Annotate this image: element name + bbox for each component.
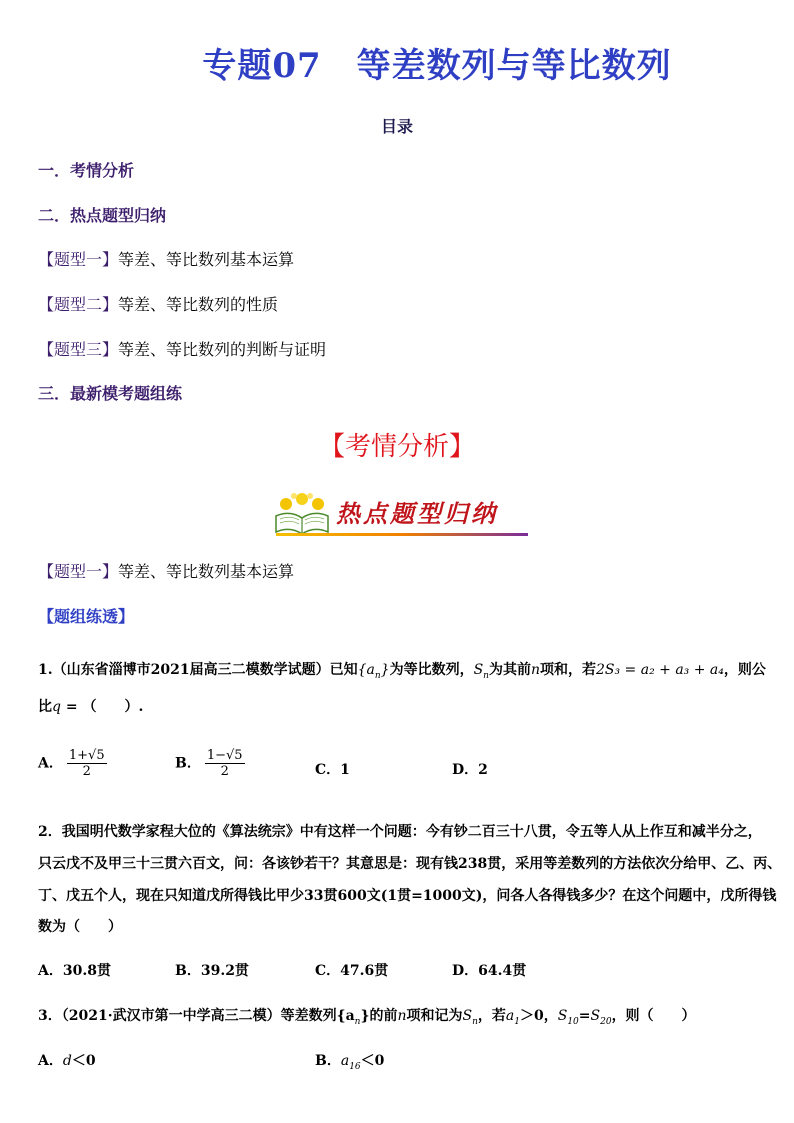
q3-a1: $a_1$	[505, 1008, 520, 1027]
bracket-open: 【	[38, 250, 55, 269]
toc-item-text: 等差、等比数列的判断与证明	[118, 340, 327, 359]
toc-item-label: 题型一	[54, 250, 103, 269]
q3-text-a: 3．（2021·武汉市第一中学高三二模）等差数列{a	[38, 1008, 355, 1024]
type-text: 等差、等比数列基本运算	[118, 562, 295, 581]
q3-text-c: 项和记为	[406, 1008, 463, 1024]
q1-q: q	[52, 699, 61, 715]
option-label: B．	[315, 1053, 341, 1069]
q3-text-g: ，则（ ）	[611, 1008, 696, 1024]
bracket-close: 】	[102, 295, 119, 314]
q3-n: n	[397, 1008, 407, 1024]
q1-text-e: ，则公	[723, 662, 766, 678]
q3-s10: $S_{10}$	[557, 1008, 579, 1027]
question-1-line-2	[38, 696, 143, 716]
fraction	[67, 748, 107, 779]
question-2-line-3: 丁、戊五个人，现在只知道戊所得钱比甲少33贯600文(1贯=1000文)，问各人各得钱多少？在这个问题中，戊所得钱	[38, 888, 777, 904]
fraction-denominator: 2	[220, 764, 229, 779]
q1-option-c[interactable]: C．1	[315, 762, 350, 778]
bracket-close: 】	[102, 562, 119, 581]
option-rest: ＜0	[71, 1053, 96, 1069]
toc-item-type3[interactable]	[38, 337, 326, 360]
option-var-sub: 16	[349, 1061, 361, 1072]
q3-s20: $S_{20}$	[590, 1008, 612, 1027]
q3-text-f: =	[578, 1008, 591, 1024]
q3-text-b: }的前	[360, 1008, 398, 1024]
q3-option-b[interactable]	[315, 1050, 384, 1072]
q1-text-a: 1.（山东省淄博市2021届高三二模数学试题）已知	[38, 662, 358, 678]
q1-text-g: = （ ）.	[60, 699, 144, 715]
toc-item-label: 题型三	[54, 340, 103, 359]
bracket-open: 【	[38, 340, 55, 359]
q1-text-f: 比	[38, 699, 52, 715]
toc-section-1[interactable]: 一．考情分析	[38, 161, 135, 180]
q2-option-a[interactable]: A．30.8贯	[38, 963, 111, 979]
q1-sequence: {a	[357, 662, 375, 678]
toc-item-text: 等差、等比数列的性质	[118, 295, 279, 314]
toc-item-type1[interactable]	[38, 247, 294, 270]
option-label: A．	[38, 1053, 63, 1069]
q3-seq-sub: n	[354, 1016, 361, 1027]
q2-option-c[interactable]: C．47.6贯	[315, 963, 389, 979]
bracket-close: 】	[102, 250, 119, 269]
question-3	[38, 1005, 696, 1027]
option-rest: ＜0	[360, 1053, 385, 1069]
question-2-line-1: 2．我国明代数学家程大位的《算法统宗》中有这样一个问题：今有钞二百三十八贯，令五等人从上作互和减半分之，	[38, 824, 762, 840]
q1-equation: 2S₃ = a₂ + a₃ + a₄	[596, 662, 724, 678]
toc-section-2[interactable]: 二．热点题型归纳	[38, 206, 167, 225]
q3-option-a[interactable]	[38, 1050, 96, 1070]
toc-heading: 目录	[380, 117, 413, 136]
fraction-numerator: 1−√5	[206, 748, 243, 763]
q1-text-b: 为等比数列，	[389, 662, 474, 678]
open-book-icon	[272, 492, 332, 536]
q1-text-c: 为其前	[488, 662, 531, 678]
page-title: 专题07 等差数列与等比数列	[202, 46, 672, 86]
section-type1-heading	[38, 559, 294, 582]
banner-underline	[276, 533, 528, 536]
exam-analysis-banner: 【考情分析】	[318, 432, 475, 462]
question-2-line-2: 只云戊不及甲三十三贯六百文，问：各该钞若干？其意思是：现有钱238贯，采用等差数列的方法依次分给甲、乙、丙、	[38, 856, 782, 872]
toc-item-text: 等差、等比数列基本运算	[118, 250, 295, 269]
type-label: 题型一	[54, 562, 103, 581]
q3-sum-symbol: S	[462, 1008, 473, 1024]
q3-text-e: ＞0，	[519, 1008, 558, 1024]
bracket-close: 】	[102, 340, 119, 359]
q1-sum-symbol: S	[473, 662, 484, 678]
q1-sequence-close: }	[380, 662, 390, 678]
q3-text-d: ，若	[477, 1008, 506, 1024]
q1-option-d[interactable]: D．2	[452, 762, 488, 778]
question-2-line-4: 数为（ ）	[38, 919, 122, 935]
practice-subheading: 【题组练透】	[38, 607, 135, 626]
hot-topics-banner	[272, 492, 528, 540]
q2-option-d[interactable]: D．64.4贯	[452, 963, 527, 979]
option-label: B．	[175, 755, 201, 772]
option-label: A．	[38, 755, 63, 772]
bracket-open: 【	[38, 562, 55, 581]
q1-sequence-sub: n	[374, 670, 381, 681]
bracket-open: 【	[38, 295, 55, 314]
q1-option-b[interactable]	[175, 748, 245, 779]
question-1-line-1	[38, 659, 766, 681]
q1-sum-sub: n	[483, 670, 489, 681]
q2-option-b[interactable]: B．39.2贯	[175, 963, 249, 979]
fraction-denominator: 2	[82, 764, 91, 779]
q3-sum-sub: n	[472, 1016, 478, 1027]
q1-text-d: 项和，若	[540, 662, 596, 678]
fraction	[205, 748, 245, 779]
option-var: a	[340, 1053, 350, 1069]
q1-n: n	[530, 662, 540, 678]
toc-item-type2[interactable]	[38, 292, 278, 315]
toc-section-3[interactable]: 三．最新模考题组练	[38, 384, 183, 403]
option-var: d	[62, 1053, 72, 1069]
hot-topics-title: 热点题型归纳	[336, 499, 498, 528]
q1-option-a[interactable]	[38, 748, 107, 779]
fraction-numerator: 1+√5	[68, 748, 105, 763]
toc-item-label: 题型二	[54, 295, 103, 314]
